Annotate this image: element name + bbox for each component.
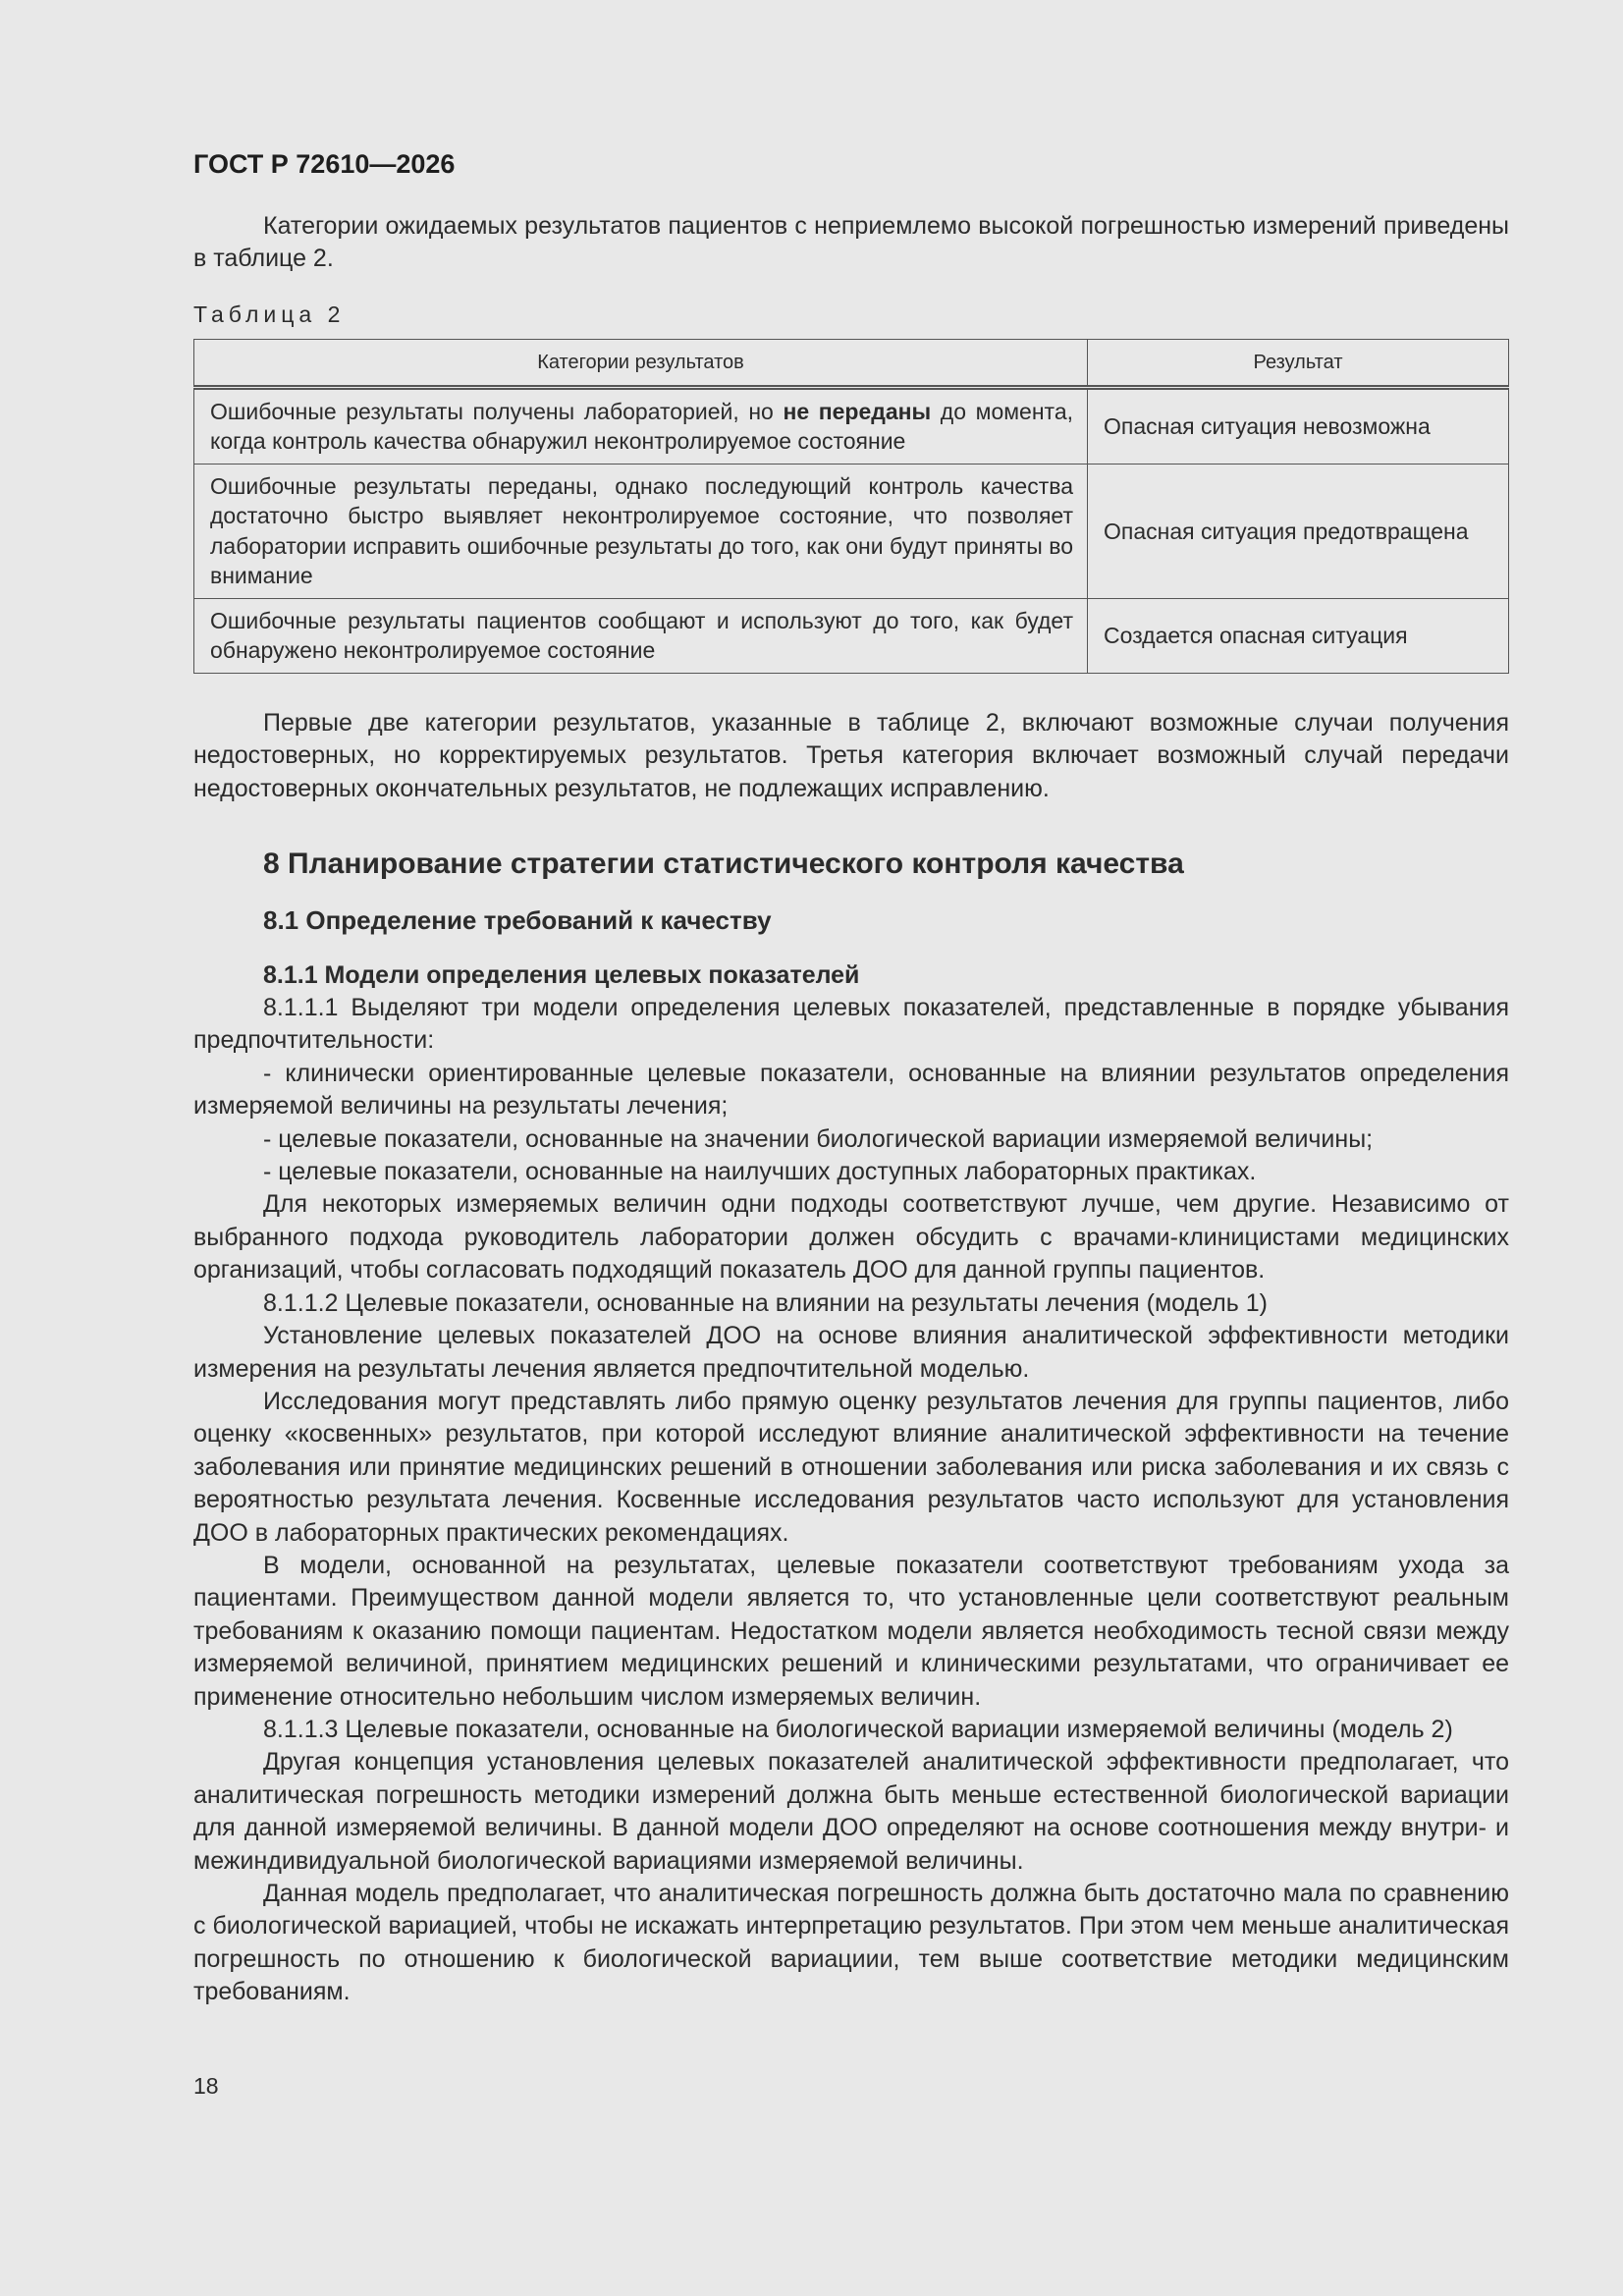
- result-cell: Опасная ситуация невозможна: [1088, 387, 1509, 464]
- paragraph: Для некоторых измеряемых величин одни подходы соответствуют лучше, чем другие. Независимо от выбранного подхода руководитель лаборатории должен обсудить с врачами-клиницистами медицинских организаций, чтобы согласовать подходящий показатель ДОО для данной группы пациентов.: [193, 1190, 1509, 1285]
- document-header: ГОСТ Р 72610—2026: [193, 149, 456, 179]
- category-text: до момента, когда контроль качества обнаружил неконтролируемое состояние: [210, 398, 1073, 455]
- result-cell: Опасная ситуация предотвращена: [1088, 464, 1509, 598]
- category-cell: [194, 387, 1088, 464]
- clause-8-1-1-1: 8.1.1.1 Выделяют три модели определения целевых показателей, представленные в порядке убывания предпочтительности:: [193, 994, 1509, 1055]
- category-cell: [194, 598, 1088, 673]
- section-8-1-1-heading: 8.1.1 Модели определения целевых показателей: [263, 961, 860, 990]
- column-header-result: Результат: [1088, 339, 1509, 387]
- category-text: Ошибочные результаты получены лабораторией, но: [210, 398, 784, 424]
- list-item: - целевые показатели, основанные на значении биологической вариации измеряемой величины;: [263, 1124, 1374, 1153]
- section-8-1-heading: 8.1 Определение требований к качеству: [263, 905, 772, 936]
- paragraph: Установление целевых показателей ДОО на основе влияния аналитической эффективности методики измерения на результаты лечения является предпочтительной моделью.: [193, 1322, 1509, 1383]
- paragraph: Данная модель предполагает, что аналитическая погрешность должна быть достаточно мала по сравнению с биологической вариацией, чтобы не искажать интерпретацию результатов. При этом чем меньше аналитическая погрешность по отношению к биологической вариациии, тем выше соответствие методики медицинским требованиям.: [193, 1880, 1509, 2006]
- after-table-paragraph: Первые две категории результатов, указанные в таблице 2, включают возможные случаи получения недостоверных, но корректируемых результатов. Третья категория включает возможный случай передачи недостоверных окончательных результатов, не подлежащих исправлению.: [193, 708, 1509, 802]
- paragraph: В модели, основанной на результатах, целевые показатели соответствуют требованиям ухода за пациентами. Преимуществом данной модели является то, что установленные цели соответствуют реальным требованиям к оказанию помощи пациентам. Недостатком модели является необходимость тесной связи между измеряемой величиной, принятием медицинских решений и клиническими результатами, что ограничивает ее применение относительно небольшим числом измеряемых величин.: [193, 1551, 1509, 1711]
- list-item: - клинически ориентированные целевые показатели, основанные на влиянии результатов определения измеряемой величины на результаты лечения;: [193, 1059, 1509, 1121]
- table-caption: Таблица 2: [193, 301, 346, 327]
- intro-paragraph: Категории ожидаемых результатов пациентов с неприемлемо высокой погрешностью измерений приведены в таблице 2.: [193, 212, 1509, 273]
- table-row: [194, 464, 1509, 598]
- page-content: [193, 147, 1509, 2009]
- section-8-heading: 8 Планирование стратегии статистического контроля качества: [263, 847, 1184, 881]
- table-row: [194, 387, 1509, 464]
- category-text: Ошибочные результаты переданы, однако последующий контроль качества достаточно быстро выявляет неконтролируемое состояние, что позволяет лаборатории исправить ошибочные результаты до того, как они будут приняты во внимание: [210, 472, 1073, 589]
- clause-8-1-1-2: 8.1.1.2 Целевые показатели, основанные на влиянии на результаты лечения (модель 1): [263, 1288, 1268, 1317]
- clause-8-1-1-3: 8.1.1.3 Целевые показатели, основанные на биологической вариации измеряемой величины (модель 2): [263, 1715, 1453, 1743]
- category-text-bold: не переданы: [783, 398, 932, 424]
- column-header-categories: Категории результатов: [194, 339, 1088, 387]
- category-cell: [194, 464, 1088, 598]
- paragraph: Другая концепция установления целевых показателей аналитической эффективности предполагает, что аналитическая погрешность методики измерений должна быть меньше естественной биологической вариации для данной измеряемой величины. В данной модели ДОО определяют на основе соотношения между внутри- и межиндивидуальной биологической вариациями измеряемой величины.: [193, 1748, 1509, 1875]
- category-text: Ошибочные результаты пациентов сообщают и используют до того, как будет обнаружено неконтролируемое состояние: [210, 607, 1073, 664]
- page-number: 18: [193, 2073, 219, 2099]
- list-item: - целевые показатели, основанные на наилучших доступных лабораторных практиках.: [263, 1158, 1257, 1186]
- paragraph: Исследования могут представлять либо прямую оценку результатов лечения для группы пациентов, либо оценку «косвенных» результатов, при которой исследуют влияние аналитической эффективности на течение заболевания или принятие медицинских решений в отношении заболевания или риска заболевания и их связь с вероятностью результата лечения. Косвенные исследования результатов часто используют для установления ДОО в лабораторных практических рекомендациях.: [193, 1387, 1509, 1547]
- table-header-row: [194, 339, 1509, 387]
- results-table: [193, 339, 1509, 674]
- table-row: [194, 598, 1509, 673]
- result-cell: Создается опасная ситуация: [1088, 598, 1509, 673]
